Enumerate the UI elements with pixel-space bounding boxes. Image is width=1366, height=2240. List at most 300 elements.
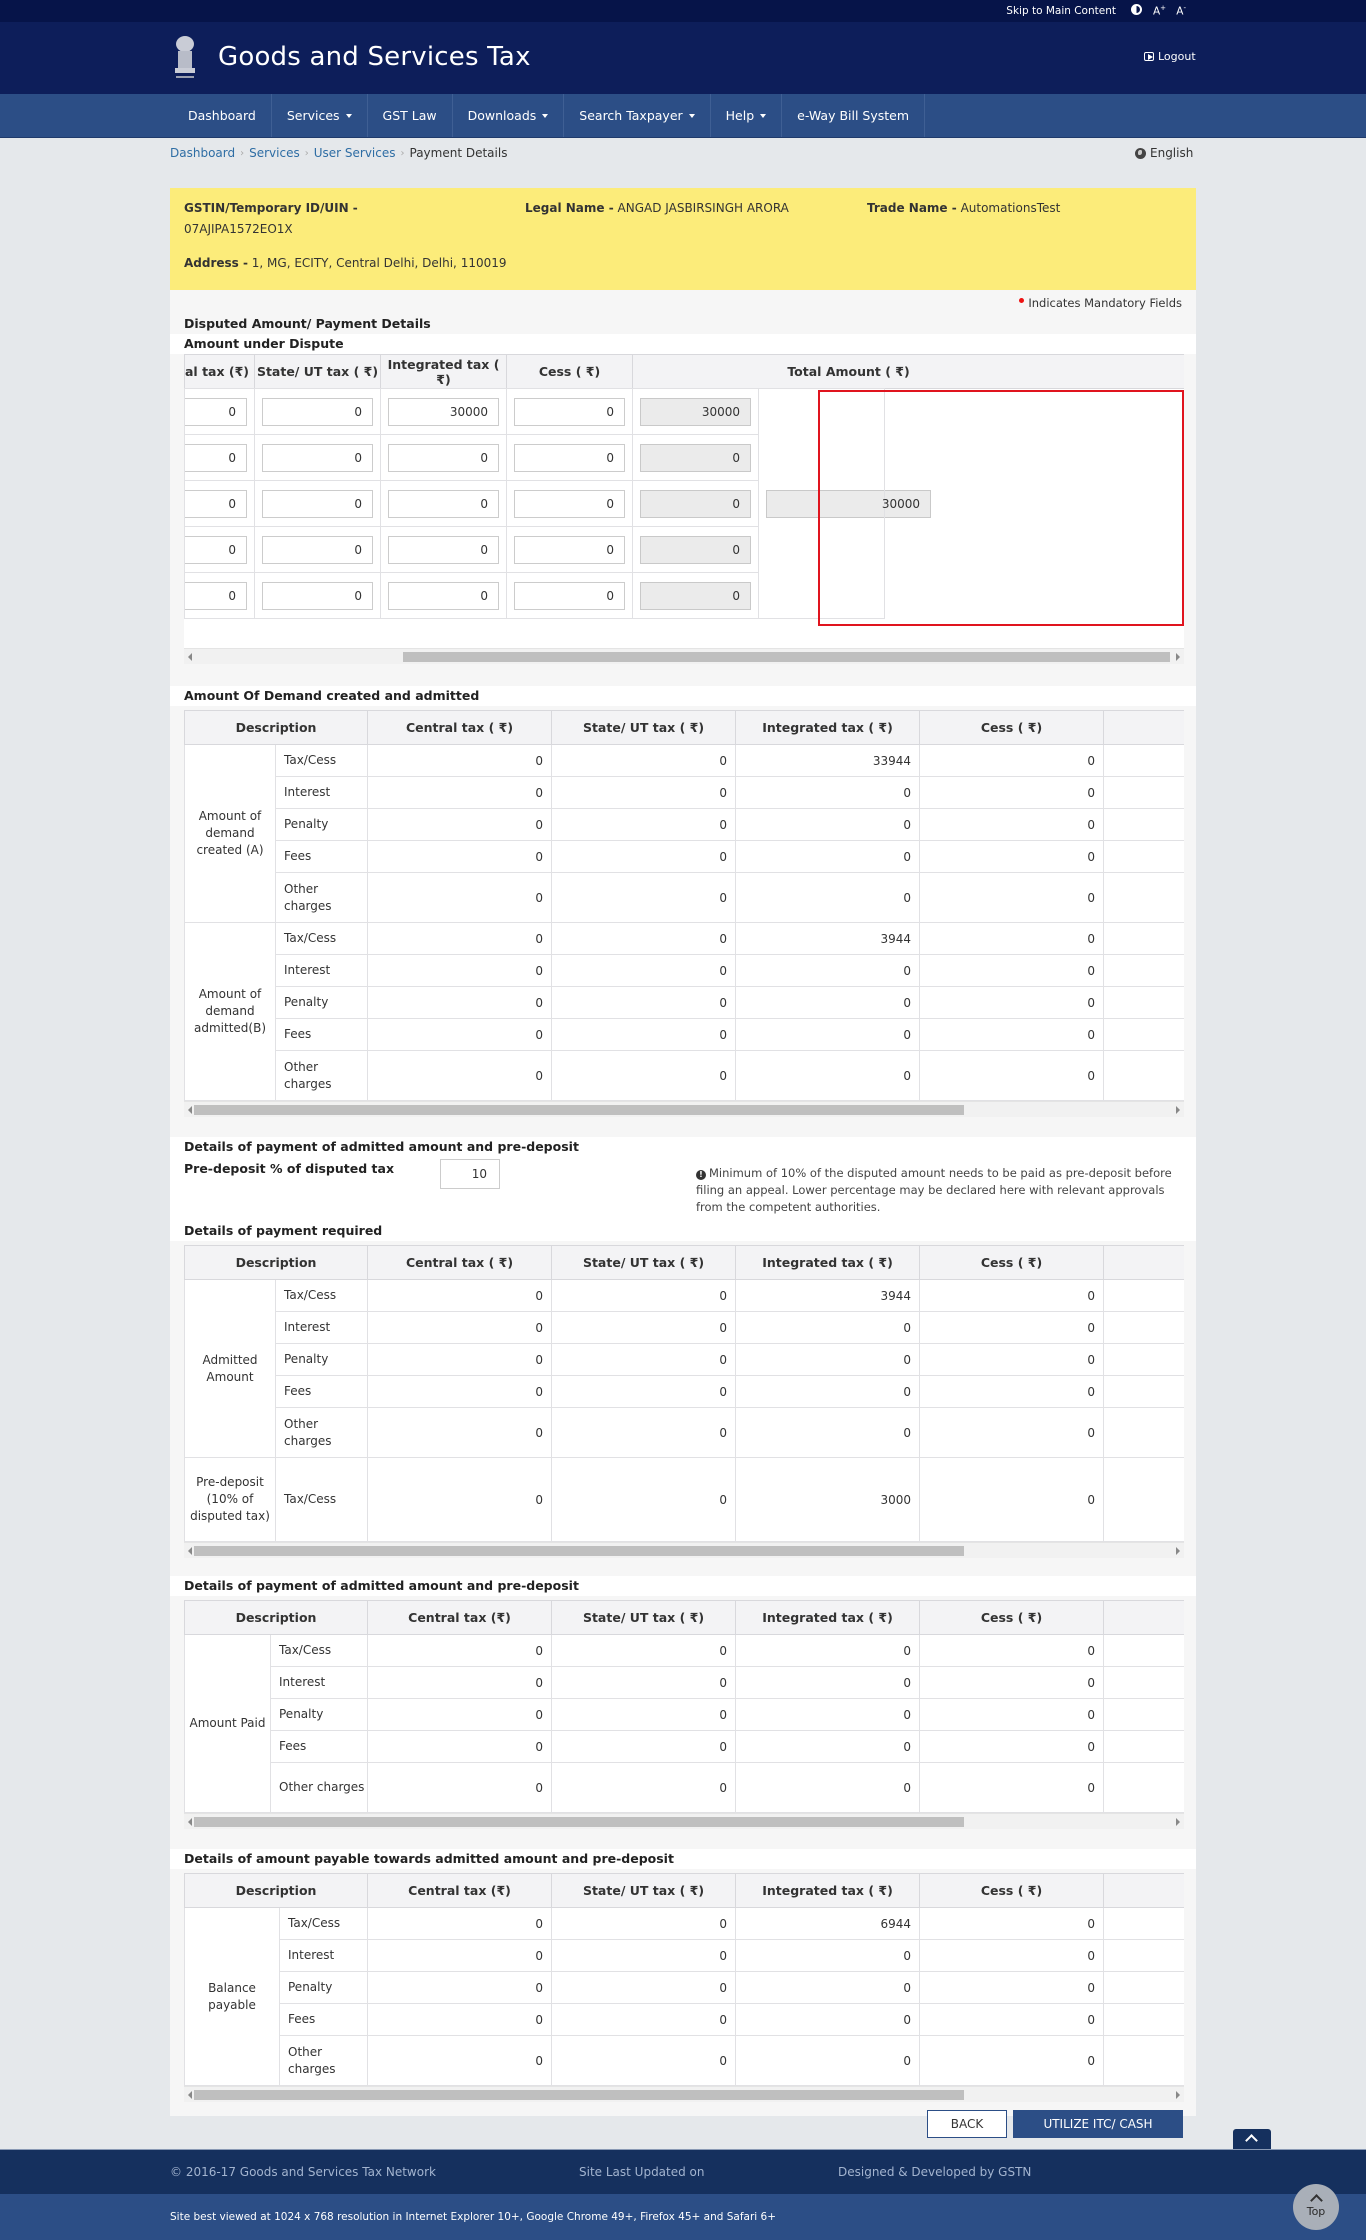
row-total-field: 0 [640, 490, 751, 518]
extra-cell [1104, 2036, 1184, 2086]
extra-cell [1104, 809, 1184, 841]
table-row [185, 809, 1185, 841]
col-header-description: Description [185, 711, 368, 745]
extra-cell [1104, 1280, 1184, 1312]
predeposit-percent-input[interactable]: 10 [440, 1159, 500, 1189]
amount-paid-table [184, 1600, 1184, 1813]
nav-eway-bill[interactable] [782, 94, 925, 137]
integrated-value: 0 [736, 955, 920, 987]
nav-help[interactable] [711, 94, 783, 137]
table-row [185, 435, 1185, 481]
scroll-left-icon[interactable] [188, 2091, 192, 2099]
row-label: Tax/Cess [280, 1908, 368, 1940]
footer-secondary [0, 2194, 1366, 2240]
last-updated-text: Site Last Updated on [579, 2165, 705, 2179]
cess-value: 0 [920, 2036, 1104, 2086]
scroll-right-icon[interactable] [1176, 1547, 1180, 1555]
skip-to-main-link[interactable]: Skip to Main Content [1006, 5, 1116, 17]
integrated-value: 0 [736, 987, 920, 1019]
disputed-section-title: Disputed Amount/ Payment Details [184, 316, 431, 331]
group-label: Amount of demand admitted(B) [185, 923, 276, 1101]
central-value: 0 [368, 873, 552, 923]
row-label: Fees [271, 1731, 368, 1763]
nav-gst-law[interactable] [368, 94, 453, 137]
integrated-tax-input[interactable]: 0 [388, 444, 499, 472]
col-header-cess: Cess ( ₹) [920, 711, 1104, 745]
scroll-right-icon[interactable] [1176, 653, 1180, 661]
extra-cell [1104, 1667, 1184, 1699]
central-value: 0 [368, 1635, 552, 1667]
gstin-value: 07AJIPA1572EO1X [184, 222, 293, 236]
extra-cell [1104, 2004, 1184, 2036]
disputed-rows [184, 388, 1184, 619]
col-header-extra [1104, 1874, 1184, 1908]
integrated-tax-input[interactable]: 0 [388, 490, 499, 518]
scroll-to-top-button[interactable] [1293, 2184, 1339, 2230]
table-row [185, 841, 1185, 873]
table-header-row [185, 1601, 1185, 1635]
scroll-right-icon[interactable] [1176, 1818, 1180, 1826]
cess-input[interactable]: 0 [514, 536, 625, 564]
integrated-value: 0 [736, 1763, 920, 1813]
col-header-central: Central tax (₹) [368, 1874, 552, 1908]
state-value: 0 [552, 1408, 736, 1458]
breadcrumb-row [0, 138, 1366, 170]
cess-value: 0 [920, 745, 1104, 777]
extra-cell [1104, 1312, 1184, 1344]
nav-label: Services [286, 108, 340, 123]
scrollbar-thumb[interactable] [194, 1105, 964, 1115]
state-value: 0 [552, 873, 736, 923]
cess-value: 0 [920, 1667, 1104, 1699]
cess-value: 0 [920, 1731, 1104, 1763]
central-value: 0 [368, 955, 552, 987]
row-label: Fees [280, 2004, 368, 2036]
caret-down-icon [542, 114, 548, 118]
language-label: English [1150, 146, 1194, 160]
chevron-right-icon: › [400, 147, 405, 159]
table-header-row [185, 1874, 1185, 1908]
table-row [185, 1699, 1185, 1731]
caret-down-icon [346, 114, 352, 118]
integrated-value: 3944 [736, 1280, 920, 1312]
table-row [185, 1344, 1185, 1376]
state-tax-input[interactable]: 0 [262, 398, 373, 426]
paid-section-title: Details of payment of admitted amount and pre-deposit [170, 1576, 1196, 1596]
contrast-toggle-icon[interactable] [1131, 4, 1142, 15]
demand-section-title: Amount Of Demand created and admitted [170, 686, 1196, 706]
breadcrumb-user-services[interactable]: User Services [313, 146, 396, 160]
table-row [185, 1731, 1185, 1763]
utilize-itc-cash-button[interactable]: UTILIZE ITC/ CASH [1013, 2110, 1183, 2138]
state-value: 0 [552, 1019, 736, 1051]
scroll-left-icon[interactable] [188, 1818, 192, 1826]
central-value: 0 [368, 1731, 552, 1763]
row-label: Fees [276, 841, 368, 873]
col-header-integrated: Integrated tax ( ₹) [736, 1874, 920, 1908]
integrated-value: 0 [736, 2004, 920, 2036]
state-value: 0 [552, 1908, 736, 1940]
row-label: Interest [276, 777, 368, 809]
integrated-value: 0 [736, 1699, 920, 1731]
integrated-value: 0 [736, 1940, 920, 1972]
col-header-state: State/ UT tax ( ₹) [552, 1601, 736, 1635]
row-label: Penalty [271, 1699, 368, 1731]
state-value: 0 [552, 1731, 736, 1763]
table-row [185, 2036, 1185, 2086]
table-row [185, 1280, 1185, 1312]
demand-table [184, 710, 1184, 1101]
logout-icon [1144, 52, 1154, 61]
paid-table-scrollbar[interactable] [184, 1813, 1184, 1829]
scroll-left-icon[interactable] [188, 1547, 192, 1555]
extra-cell [1104, 1972, 1184, 2004]
central-value: 0 [368, 777, 552, 809]
nav-services[interactable] [272, 94, 368, 137]
integrated-value: 0 [736, 1972, 920, 2004]
group-label: Balance payable [185, 1908, 280, 2086]
scrollbar-thumb[interactable] [194, 1546, 964, 1556]
cess-input[interactable]: 0 [514, 444, 625, 472]
state-value: 0 [552, 1699, 736, 1731]
cess-value: 0 [920, 1763, 1104, 1813]
cess-value: 0 [920, 1019, 1104, 1051]
extra-cell [1104, 873, 1184, 923]
table-row [185, 2004, 1185, 2036]
group-label: Admitted Amount [185, 1280, 276, 1458]
col-header-central: Central tax ( ₹) [368, 711, 552, 745]
mandatory-note [170, 290, 1196, 314]
extra-cell [1104, 841, 1184, 873]
central-value: 0 [368, 2004, 552, 2036]
nav-label: GST Law [382, 108, 437, 123]
row-label: Penalty [280, 1972, 368, 2004]
integrated-value: 0 [736, 1731, 920, 1763]
col-header-extra [1104, 711, 1184, 745]
integrated-tax-input[interactable]: 0 [388, 536, 499, 564]
disputed-table-scrollbar[interactable] [184, 648, 1184, 664]
integrated-value: 0 [736, 1344, 920, 1376]
col-header-state: State/ UT tax ( ₹) [552, 711, 736, 745]
site-title[interactable]: Goods and Services Tax [218, 42, 531, 72]
integrated-value: 0 [736, 841, 920, 873]
gstin-label: GSTIN/Temporary ID/UIN - [184, 201, 358, 215]
extra-cell [1104, 1408, 1184, 1458]
payable-table-scrollbar[interactable] [184, 2086, 1184, 2102]
col-header-integrated: Integrated tax ( ₹) [736, 1246, 920, 1280]
font-decrease-button[interactable]: A- [1176, 4, 1186, 18]
extra-cell [1104, 1940, 1184, 1972]
row-label: Fees [276, 1019, 368, 1051]
extra-cell [1104, 1731, 1184, 1763]
scroll-left-icon[interactable] [188, 1106, 192, 1114]
state-value: 0 [552, 923, 736, 955]
state-tax-input[interactable]: 0 [262, 582, 373, 610]
table-row [185, 1940, 1185, 1972]
cess-value: 0 [920, 2004, 1104, 2036]
cess-input[interactable]: 0 [514, 490, 625, 518]
copyright-text: © 2016-17 Goods and Services Tax Network [170, 2165, 436, 2179]
table-row [185, 1763, 1185, 1813]
address: Address - 1, MG, ECITY, Central Delhi, Delhi, 110019 [184, 256, 507, 270]
row-label: Tax/Cess [276, 745, 368, 777]
nav-downloads[interactable] [453, 94, 565, 137]
footer-primary [0, 2149, 1366, 2194]
predeposit-label: Pre-deposit % of disputed tax [184, 1161, 395, 1176]
row-label: Interest [280, 1940, 368, 1972]
payable-section-title: Details of amount payable towards admitted amount and pre-deposit [170, 1849, 1196, 1869]
col-header-cess: Cess ( ₹) [507, 355, 633, 389]
table-row [185, 573, 1185, 619]
col-header-description: Description [185, 1874, 368, 1908]
integrated-value: 3944 [736, 923, 920, 955]
required-table-scrollbar[interactable] [184, 1542, 1184, 1558]
extra-cell [1104, 745, 1184, 777]
extra-cell [1104, 955, 1184, 987]
central-tax-input[interactable]: 0 [185, 582, 247, 610]
cess-value: 0 [920, 841, 1104, 873]
national-emblem-icon [170, 34, 200, 82]
integrated-tax-input[interactable]: 30000 [388, 398, 499, 426]
top-utility-bar [0, 0, 1366, 22]
row-label: Penalty [276, 987, 368, 1019]
extra-cell [1104, 1051, 1184, 1101]
col-header-extra [1104, 1601, 1184, 1635]
state-value: 0 [552, 1376, 736, 1408]
integrated-tax-input[interactable]: 0 [388, 582, 499, 610]
state-value: 0 [552, 1344, 736, 1376]
back-button[interactable]: BACK [927, 2110, 1007, 2138]
nav-search-taxpayer[interactable] [564, 94, 710, 137]
col-header-state: State/ UT tax ( ₹) [552, 1874, 736, 1908]
predeposit-panel [170, 1157, 1196, 1221]
cess-input[interactable]: 0 [514, 582, 625, 610]
cess-value: 0 [920, 1458, 1104, 1542]
state-tax-input[interactable]: 0 [262, 490, 373, 518]
central-tax-input[interactable]: 0 [185, 490, 247, 518]
cess-value: 0 [920, 1635, 1104, 1667]
chevron-right-icon: › [240, 147, 245, 159]
integrated-value: 0 [736, 873, 920, 923]
globe-icon [1135, 148, 1146, 159]
col-header-central: Central tax ( ₹) [368, 1246, 552, 1280]
predeposit-note: ! Minimum of 10% of the disputed amount needs to be paid as pre-deposit before filing an appeal. Lower percentage may be declared here with relevant approvals from the competent authorities. [696, 1166, 1172, 1214]
nav-dashboard[interactable] [173, 94, 272, 137]
state-value: 0 [552, 1763, 736, 1813]
scrollbar-thumb[interactable] [194, 1817, 964, 1827]
caret-down-icon [689, 114, 695, 118]
scrollbar-thumb[interactable] [403, 652, 1170, 662]
table-row [185, 1458, 1185, 1542]
col-header-extra [1104, 1246, 1184, 1280]
col-header-integrated: Integrated tax ( ₹) [381, 355, 507, 389]
table-row [185, 481, 1185, 527]
col-header-cess: Cess ( ₹) [920, 1246, 1104, 1280]
table-row [185, 923, 1185, 955]
breadcrumb-current: Payment Details [409, 146, 508, 160]
scrollbar-thumb[interactable] [194, 2090, 964, 2100]
table-header-row [185, 1246, 1185, 1280]
scroll-right-icon[interactable] [1176, 1106, 1180, 1114]
extra-cell [1104, 1458, 1184, 1542]
nav-label: Downloads [467, 108, 537, 123]
table-row [185, 1408, 1185, 1458]
table-row [185, 389, 1185, 435]
demand-table-scrollbar[interactable] [184, 1101, 1184, 1117]
cess-value: 0 [920, 777, 1104, 809]
cess-value: 0 [920, 955, 1104, 987]
cess-value: 0 [920, 873, 1104, 923]
integrated-value: 0 [736, 1019, 920, 1051]
font-increase-button[interactable]: A+ [1152, 4, 1166, 18]
col-header-description: Description [185, 1246, 368, 1280]
integrated-value: 0 [736, 1051, 920, 1101]
taxpayer-info-panel [170, 188, 1196, 290]
col-header-state: State/ UT tax ( ₹) [255, 355, 381, 389]
central-value: 0 [368, 1408, 552, 1458]
table-row [185, 745, 1185, 777]
integrated-value: 0 [736, 809, 920, 841]
extra-cell [1104, 987, 1184, 1019]
col-header-integrated: Integrated tax ( ₹) [736, 1601, 920, 1635]
table-row [185, 1019, 1185, 1051]
cess-value: 0 [920, 1344, 1104, 1376]
row-label: Tax/Cess [271, 1635, 368, 1667]
state-value: 0 [552, 1940, 736, 1972]
state-value: 0 [552, 1972, 736, 2004]
extra-cell [1104, 777, 1184, 809]
extra-cell [1104, 923, 1184, 955]
cess-input[interactable]: 0 [514, 398, 625, 426]
cess-value: 0 [920, 923, 1104, 955]
scroll-right-icon[interactable] [1176, 2091, 1180, 2099]
table-row [185, 1972, 1185, 2004]
central-value: 0 [368, 1280, 552, 1312]
extra-cell [1104, 1019, 1184, 1051]
central-tax-input[interactable]: 0 [185, 536, 247, 564]
central-value: 0 [368, 1908, 552, 1940]
col-header-state: State/ UT tax ( ₹) [552, 1246, 736, 1280]
row-label: Penalty [276, 809, 368, 841]
central-value: 0 [368, 923, 552, 955]
trade-name: Trade Name - AutomationsTest [867, 201, 1061, 215]
row-label: Tax/Cess [276, 923, 368, 955]
row-label: Tax/Cess [276, 1280, 368, 1312]
state-value: 0 [552, 745, 736, 777]
central-value: 0 [368, 1312, 552, 1344]
central-value: 0 [368, 1376, 552, 1408]
action-bar [0, 2110, 1366, 2138]
integrated-value: 0 [736, 1408, 920, 1458]
col-header-cess: Cess ( ₹) [920, 1874, 1104, 1908]
integrated-value: 3000 [736, 1458, 920, 1542]
disputed-amount-table [184, 354, 1184, 648]
table-row [185, 873, 1185, 923]
cess-value: 0 [920, 1699, 1104, 1731]
row-total-field: 0 [640, 444, 751, 472]
state-tax-input[interactable]: 0 [262, 536, 373, 564]
language-selector[interactable] [1135, 146, 1193, 160]
nav-label: Help [725, 108, 755, 123]
required-section-title: Details of payment required [170, 1221, 1196, 1241]
cess-value: 0 [920, 1408, 1104, 1458]
main-content [170, 188, 1196, 2116]
breadcrumb-dashboard[interactable]: Dashboard [170, 146, 236, 160]
row-label: Penalty [276, 1344, 368, 1376]
table-header-row [185, 711, 1185, 745]
cess-value: 0 [920, 1376, 1104, 1408]
top-label: Top [1306, 2205, 1326, 2218]
cess-value: 0 [920, 1051, 1104, 1101]
state-value: 0 [552, 955, 736, 987]
predeposit-section-title: Details of payment of admitted amount and pre-deposit [170, 1137, 1196, 1157]
row-total-field: 0 [640, 536, 751, 564]
central-value: 0 [368, 745, 552, 777]
breadcrumb-services[interactable]: Services [249, 146, 300, 160]
col-header-central: al tax (₹) [185, 355, 255, 389]
central-tax-input[interactable]: 0 [185, 398, 247, 426]
table-header-row [185, 355, 1185, 389]
developed-by-text: Designed & Developed by GSTN [838, 2165, 1032, 2179]
cess-value: 0 [920, 987, 1104, 1019]
row-label: Other charges [271, 1763, 368, 1813]
row-label: Other charges [276, 1408, 368, 1458]
cess-value: 0 [920, 1908, 1104, 1940]
col-header-total: Total Amount ( ₹) [633, 355, 1185, 389]
row-total-field: 30000 [640, 398, 751, 426]
footer-collapse-tab[interactable] [1233, 2129, 1271, 2149]
balance-payable-table [184, 1873, 1184, 2086]
group-label: Pre-deposit (10% of disputed tax) [185, 1458, 276, 1542]
integrated-value: 6944 [736, 1908, 920, 1940]
row-label: Fees [276, 1376, 368, 1408]
site-header [0, 22, 1366, 94]
table-row [185, 1051, 1185, 1101]
state-value: 0 [552, 987, 736, 1019]
integrated-value: 0 [736, 1635, 920, 1667]
payment-required-table [184, 1245, 1184, 1542]
col-header-integrated: Integrated tax ( ₹) [736, 711, 920, 745]
central-value: 0 [368, 987, 552, 1019]
central-tax-input[interactable]: 0 [185, 444, 247, 472]
row-total-field: 0 [640, 582, 751, 610]
grand-total-field: 30000 [766, 490, 931, 518]
central-value: 0 [368, 1940, 552, 1972]
state-value: 0 [552, 2004, 736, 2036]
col-header-central: Central tax (₹) [368, 1601, 552, 1635]
central-value: 0 [368, 809, 552, 841]
extra-cell [1104, 1635, 1184, 1667]
scroll-left-icon[interactable] [188, 653, 192, 661]
nav-label: e-Way Bill System [797, 108, 910, 123]
row-label: Other charges [280, 2036, 368, 2086]
state-tax-input[interactable]: 0 [262, 444, 373, 472]
state-value: 0 [552, 1312, 736, 1344]
table-row [185, 527, 1185, 573]
extra-cell [1104, 1344, 1184, 1376]
logout-link[interactable] [1144, 50, 1196, 63]
col-header-cess: Cess ( ₹) [920, 1601, 1104, 1635]
extra-cell [1104, 1908, 1184, 1940]
group-label: Amount of demand created (A) [185, 745, 276, 923]
info-icon: ! [696, 1170, 706, 1180]
state-value: 0 [552, 1635, 736, 1667]
integrated-value: 0 [736, 777, 920, 809]
integrated-value: 0 [736, 1667, 920, 1699]
state-value: 0 [552, 809, 736, 841]
central-value: 0 [368, 1699, 552, 1731]
row-label: Other charges [276, 873, 368, 923]
